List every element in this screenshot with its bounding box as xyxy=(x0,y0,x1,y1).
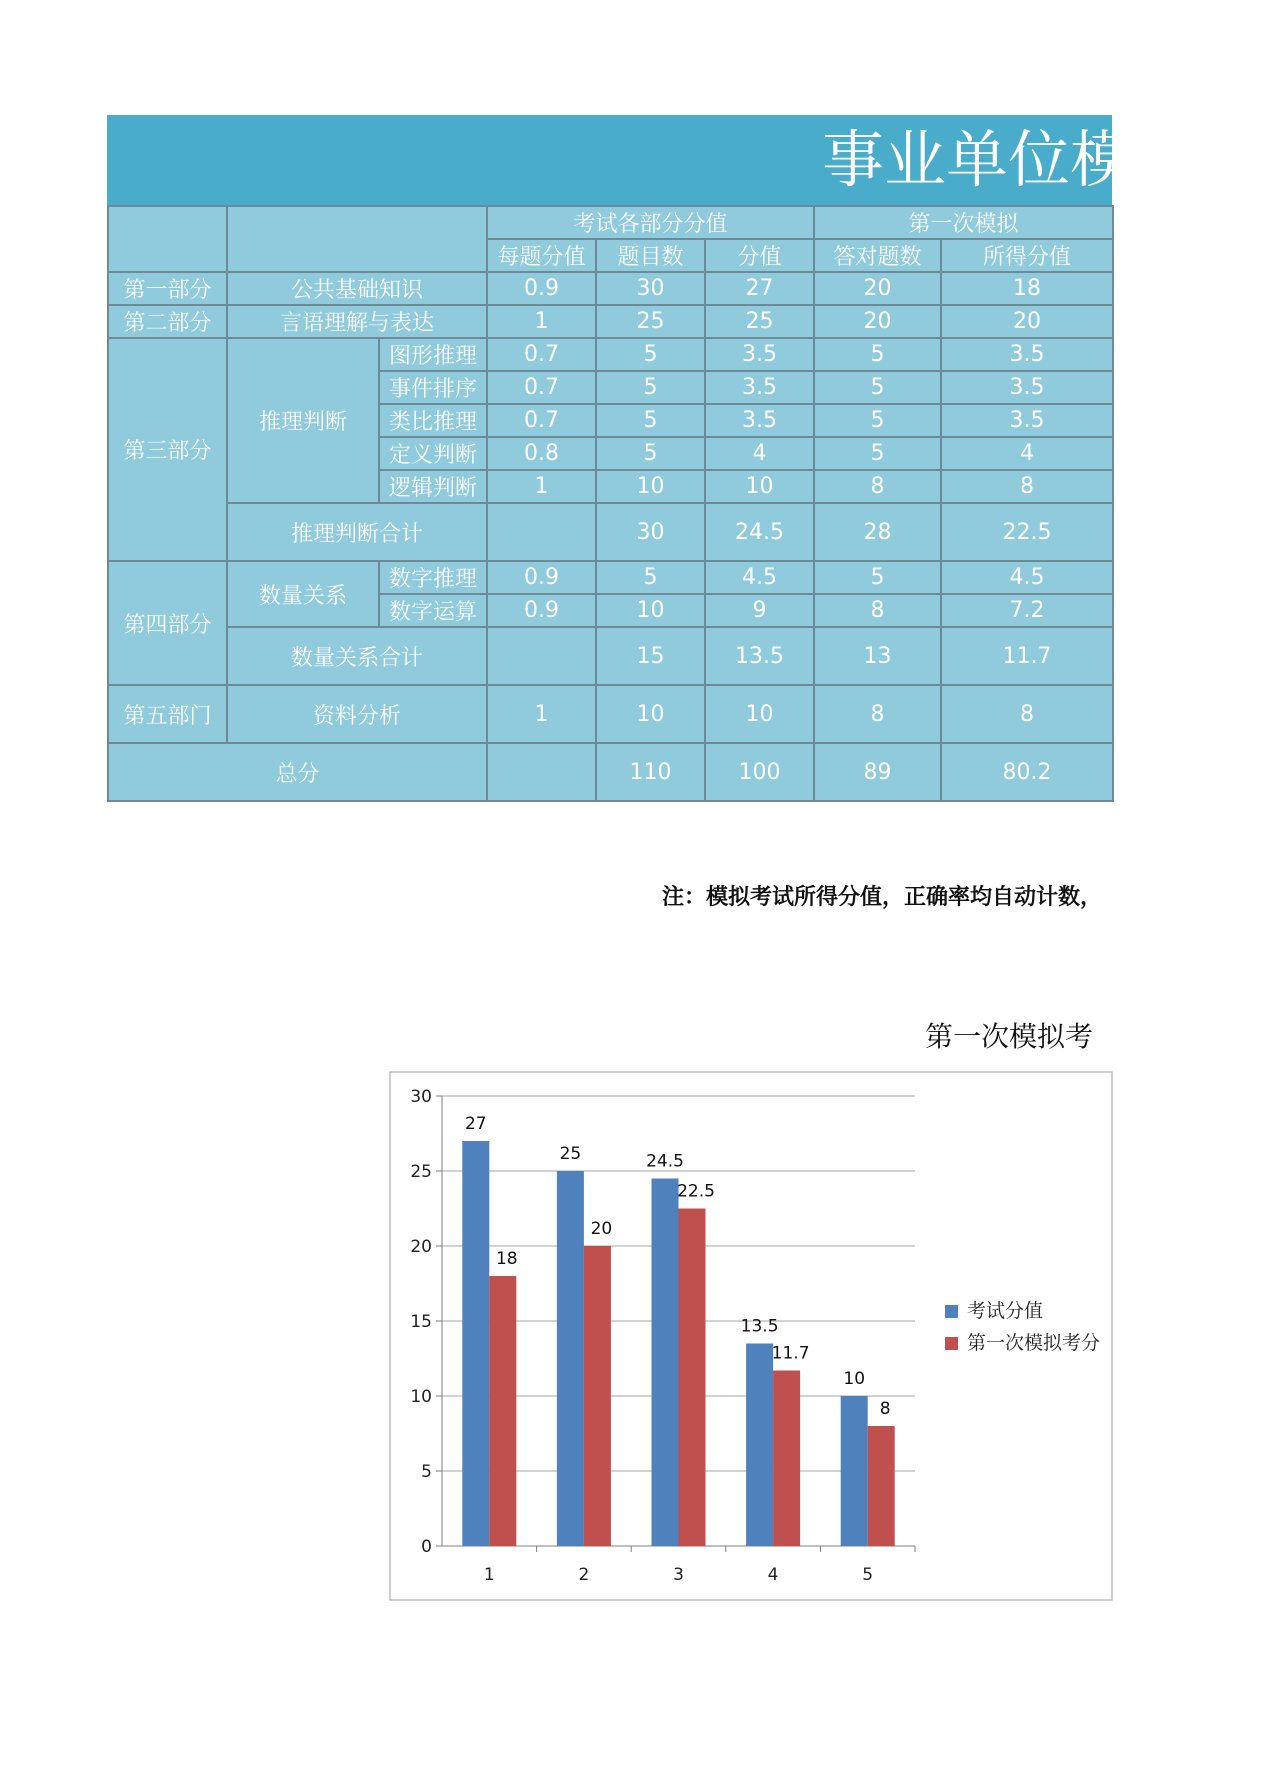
item-cell: 公共基础知识 xyxy=(227,272,487,305)
part-cell: 第一部分 xyxy=(108,272,227,305)
x-tick-label: 1 xyxy=(483,1565,495,1585)
value-cell: 9 xyxy=(705,594,814,627)
value-cell: 5 xyxy=(596,561,705,594)
item-cell: 资料分析 xyxy=(227,685,487,743)
header-blank-cell xyxy=(108,206,227,272)
item-cell: 事件排序 xyxy=(379,371,487,404)
data-label: 13.5 xyxy=(740,1316,779,1337)
bar-exam-score xyxy=(462,1141,489,1546)
value-cell: 5 xyxy=(596,437,705,470)
y-tick-label: 5 xyxy=(421,1462,432,1482)
value-cell: 8 xyxy=(941,470,1113,503)
item-cell: 定义判断 xyxy=(379,437,487,470)
value-cell: 1 xyxy=(487,305,596,338)
data-label: 22.5 xyxy=(677,1181,715,1202)
column-header: 答对题数 xyxy=(814,239,941,272)
y-tick-label: 0 xyxy=(421,1537,432,1557)
value-cell: 0.9 xyxy=(487,594,596,627)
column-header: 题目数 xyxy=(596,239,705,272)
value-cell: 1 xyxy=(487,470,596,503)
x-tick-label: 3 xyxy=(673,1565,684,1585)
total-row xyxy=(108,743,1113,801)
bar-mock-score xyxy=(679,1209,706,1547)
value-cell: 15 xyxy=(596,627,705,685)
value-cell: 8 xyxy=(814,470,941,503)
item-cell: 言语理解与表达 xyxy=(227,305,487,338)
value-cell: 5 xyxy=(596,404,705,437)
table-row xyxy=(108,272,1113,305)
note-text: 注：模拟考试所得分值，正确率均自动计数， xyxy=(662,885,1103,910)
value-cell xyxy=(487,627,596,685)
value-cell: 3.5 xyxy=(941,338,1113,371)
value-cell: 4.5 xyxy=(705,561,814,594)
y-tick-label: 10 xyxy=(410,1387,432,1407)
chart-title-wrap xyxy=(900,1015,1112,1065)
value-cell: 13.5 xyxy=(705,627,814,685)
bar-exam-score xyxy=(841,1396,868,1546)
value-cell: 0.7 xyxy=(487,404,596,437)
table-row xyxy=(108,561,1113,594)
subtotal-row xyxy=(108,627,1113,685)
bar-mock-score xyxy=(584,1246,611,1546)
value-cell: 3.5 xyxy=(705,338,814,371)
value-cell: 5 xyxy=(596,338,705,371)
value-cell xyxy=(487,743,596,801)
chart-area xyxy=(390,1072,1120,1602)
data-label: 10 xyxy=(843,1369,866,1389)
y-tick-label: 20 xyxy=(410,1237,432,1257)
value-cell: 110 xyxy=(596,743,705,801)
value-cell: 5 xyxy=(814,371,941,404)
value-cell: 13 xyxy=(814,627,941,685)
value-cell: 80.2 xyxy=(941,743,1113,801)
value-cell: 0.9 xyxy=(487,272,596,305)
item-cell: 类比推理 xyxy=(379,404,487,437)
x-tick-label: 5 xyxy=(862,1565,874,1585)
group-cell: 数量关系 xyxy=(227,561,379,627)
item-cell: 图形推理 xyxy=(379,338,487,371)
subtotal-label: 推理判断合计 xyxy=(227,503,487,561)
legend-swatch xyxy=(945,1337,958,1350)
data-label: 11.7 xyxy=(771,1343,810,1364)
group-cell: 推理判断 xyxy=(227,338,379,503)
part-cell: 第五部门 xyxy=(108,685,227,743)
value-cell: 10 xyxy=(705,470,814,503)
data-label: 18 xyxy=(495,1249,518,1269)
bar-mock-score xyxy=(868,1426,895,1546)
page-title: 事业单位模拟 xyxy=(822,123,1195,196)
value-cell: 18 xyxy=(941,272,1113,305)
data-label: 25 xyxy=(559,1144,582,1164)
value-cell: 10 xyxy=(596,470,705,503)
part-cell: 第四部分 xyxy=(108,561,227,685)
value-cell: 20 xyxy=(814,305,941,338)
bar-exam-score xyxy=(652,1179,679,1547)
score-table xyxy=(107,205,1114,802)
title-bar xyxy=(107,115,1195,205)
table-row xyxy=(108,685,1113,743)
value-cell: 3.5 xyxy=(705,371,814,404)
value-cell: 25 xyxy=(705,305,814,338)
value-cell: 5 xyxy=(814,338,941,371)
header-row-1 xyxy=(108,206,1113,239)
header-blank-cell xyxy=(227,206,487,272)
column-header: 每题分值 xyxy=(487,239,596,272)
value-cell: 4 xyxy=(705,437,814,470)
data-label: 8 xyxy=(879,1399,891,1419)
note-wrap xyxy=(107,880,1112,916)
bar-chart xyxy=(390,1072,1120,1602)
value-cell: 0.8 xyxy=(487,437,596,470)
value-cell: 20 xyxy=(941,305,1113,338)
column-header: 分值 xyxy=(705,239,814,272)
value-cell xyxy=(487,503,596,561)
value-cell: 8 xyxy=(941,685,1113,743)
column-header: 所得分值 xyxy=(941,239,1113,272)
value-cell: 5 xyxy=(814,404,941,437)
table-row xyxy=(108,338,1113,371)
part-cell: 第三部分 xyxy=(108,338,227,561)
subtotal-row xyxy=(108,503,1113,561)
value-cell: 22.5 xyxy=(941,503,1113,561)
value-cell: 8 xyxy=(814,594,941,627)
bar-mock-score xyxy=(773,1371,800,1547)
value-cell: 10 xyxy=(596,594,705,627)
value-cell: 1 xyxy=(487,685,596,743)
bar-exam-score xyxy=(557,1171,584,1546)
value-cell: 30 xyxy=(596,503,705,561)
y-tick-label: 25 xyxy=(410,1162,432,1182)
value-cell: 30 xyxy=(596,272,705,305)
value-cell: 5 xyxy=(814,437,941,470)
value-cell: 3.5 xyxy=(941,404,1113,437)
item-cell: 数字运算 xyxy=(379,594,487,627)
value-cell: 10 xyxy=(705,685,814,743)
total-label: 总分 xyxy=(108,743,487,801)
value-cell: 24.5 xyxy=(705,503,814,561)
y-tick-label: 15 xyxy=(410,1312,432,1332)
value-cell: 25 xyxy=(596,305,705,338)
data-label: 27 xyxy=(464,1114,487,1134)
value-cell: 100 xyxy=(705,743,814,801)
value-cell: 20 xyxy=(814,272,941,305)
value-cell: 27 xyxy=(705,272,814,305)
table-row xyxy=(108,305,1113,338)
legend-label: 考试分值 xyxy=(967,1300,1044,1322)
x-tick-label: 4 xyxy=(767,1565,779,1585)
value-cell: 3.5 xyxy=(941,371,1113,404)
header-group-mock: 第一次模拟 xyxy=(814,206,1113,239)
part-cell: 第二部分 xyxy=(108,305,227,338)
data-label: 24.5 xyxy=(646,1151,684,1172)
value-cell: 5 xyxy=(814,561,941,594)
score-table-wrap xyxy=(107,205,1112,829)
legend-label: 第一次模拟考分 xyxy=(967,1332,1101,1354)
value-cell: 5 xyxy=(596,371,705,404)
value-cell: 28 xyxy=(814,503,941,561)
value-cell: 4 xyxy=(941,437,1113,470)
item-cell: 逻辑判断 xyxy=(379,470,487,503)
x-tick-label: 2 xyxy=(578,1565,590,1585)
subtotal-label: 数量关系合计 xyxy=(227,627,487,685)
value-cell: 0.7 xyxy=(487,338,596,371)
bar-exam-score xyxy=(746,1344,773,1547)
value-cell: 8 xyxy=(814,685,941,743)
bar-mock-score xyxy=(489,1276,516,1546)
value-cell: 0.7 xyxy=(487,371,596,404)
legend-swatch xyxy=(945,1305,958,1318)
value-cell: 7.2 xyxy=(941,594,1113,627)
value-cell: 4.5 xyxy=(941,561,1113,594)
value-cell: 3.5 xyxy=(705,404,814,437)
header-group-exam: 考试各部分分值 xyxy=(487,206,814,239)
data-label: 20 xyxy=(590,1219,613,1239)
value-cell: 11.7 xyxy=(941,627,1113,685)
value-cell: 0.9 xyxy=(487,561,596,594)
value-cell: 89 xyxy=(814,743,941,801)
value-cell: 10 xyxy=(596,685,705,743)
y-tick-label: 30 xyxy=(410,1087,432,1107)
item-cell: 数字推理 xyxy=(379,561,487,594)
chart-title: 第一次模拟考 xyxy=(925,1020,1094,1053)
